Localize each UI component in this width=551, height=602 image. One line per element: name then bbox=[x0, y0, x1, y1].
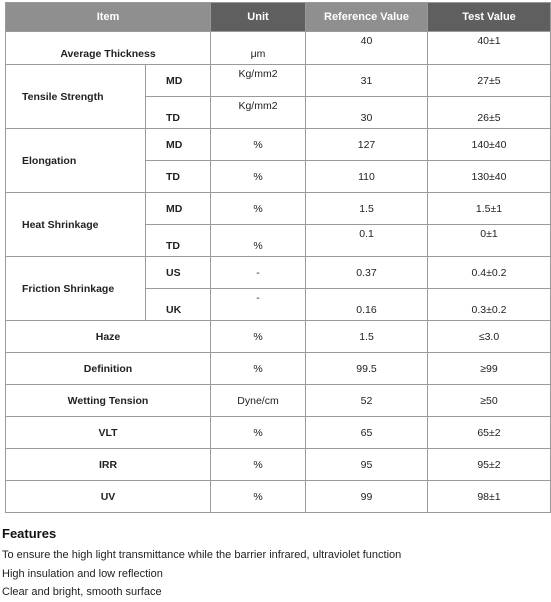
cell-reference: 0.16 bbox=[306, 289, 428, 321]
table-row bbox=[6, 257, 551, 289]
cell-unit: % bbox=[211, 321, 306, 353]
table-row bbox=[6, 32, 551, 65]
row-label-uv: UV bbox=[6, 481, 211, 513]
row-label-average-thickness: Average Thickness bbox=[6, 32, 211, 65]
sub-label-td: TD bbox=[146, 161, 211, 193]
feature-item: High insulation and low reflection bbox=[2, 567, 163, 580]
table-row bbox=[6, 129, 551, 161]
cell-test: 130±40 bbox=[428, 161, 551, 193]
cell-reference: 99.5 bbox=[306, 353, 428, 385]
table-row bbox=[6, 321, 551, 353]
header-test-value: Test Value bbox=[428, 3, 551, 32]
sub-label-md: MD bbox=[146, 193, 211, 225]
cell-test: ≤3.0 bbox=[428, 321, 551, 353]
sub-label-uk: UK bbox=[146, 289, 211, 321]
sub-label-md: MD bbox=[146, 65, 211, 97]
header-item: Item bbox=[6, 3, 211, 32]
cell-test: ≥99 bbox=[428, 353, 551, 385]
cell-test: 140±40 bbox=[428, 129, 551, 161]
table-row bbox=[6, 449, 551, 481]
cell-test: 26±5 bbox=[428, 97, 551, 129]
header-reference-value: Reference Value bbox=[306, 3, 428, 32]
table-row bbox=[6, 417, 551, 449]
sub-label-td: TD bbox=[146, 225, 211, 257]
cell-test: 65±2 bbox=[428, 417, 551, 449]
cell-reference: 1.5 bbox=[306, 193, 428, 225]
cell-reference: 0.37 bbox=[306, 257, 428, 289]
cell-unit: Dyne/cm bbox=[211, 385, 306, 417]
cell-reference: 95 bbox=[306, 449, 428, 481]
features-title: Features bbox=[2, 526, 57, 541]
cell-reference: 30 bbox=[306, 97, 428, 129]
cell-test: 27±5 bbox=[428, 65, 551, 97]
table-row bbox=[6, 193, 551, 225]
features-section bbox=[2, 526, 550, 602]
table-row bbox=[6, 353, 551, 385]
cell-reference: 127 bbox=[306, 129, 428, 161]
cell-unit: % bbox=[211, 353, 306, 385]
table-row bbox=[6, 385, 551, 417]
cell-unit: - bbox=[211, 289, 306, 321]
cell-reference: 0.1 bbox=[306, 225, 428, 257]
row-label-tensile-strength: Tensile Strength bbox=[6, 65, 146, 129]
cell-test: 95±2 bbox=[428, 449, 551, 481]
sub-label-td: TD bbox=[146, 97, 211, 129]
cell-unit: Kg/mm2 bbox=[211, 97, 306, 129]
feature-item: Clear and bright, smooth surface bbox=[2, 586, 162, 598]
cell-unit: % bbox=[211, 481, 306, 513]
cell-unit: % bbox=[211, 417, 306, 449]
cell-reference: 99 bbox=[306, 481, 428, 513]
row-label-wetting-tension: Wetting Tension bbox=[6, 385, 211, 417]
cell-test: 40±1 bbox=[428, 32, 551, 65]
row-label-definition: Definition bbox=[6, 353, 211, 385]
table-row bbox=[6, 481, 551, 513]
header-unit: Unit bbox=[211, 3, 306, 32]
specification-table bbox=[5, 2, 551, 513]
cell-reference: 1.5 bbox=[306, 321, 428, 353]
header-row bbox=[6, 3, 551, 32]
cell-reference: 65 bbox=[306, 417, 428, 449]
sub-label-us: US bbox=[146, 257, 211, 289]
row-label-haze: Haze bbox=[6, 321, 211, 353]
cell-unit: % bbox=[211, 193, 306, 225]
feature-item: To ensure the high light transmittance while the barrier infrared, ultraviolet function bbox=[2, 549, 402, 561]
cell-unit: % bbox=[211, 225, 306, 257]
cell-unit: - bbox=[211, 257, 306, 289]
cell-reference: 31 bbox=[306, 65, 428, 97]
cell-unit: Kg/mm2 bbox=[211, 65, 306, 97]
cell-test: 0.3±0.2 bbox=[428, 289, 551, 321]
row-label-vlt: VLT bbox=[6, 417, 211, 449]
cell-reference: 52 bbox=[306, 385, 428, 417]
row-label-friction-shrinkage: Friction Shrinkage bbox=[6, 257, 146, 321]
cell-test: 1.5±1 bbox=[428, 193, 551, 225]
table-row bbox=[6, 65, 551, 97]
sub-label-md: MD bbox=[146, 129, 211, 161]
row-label-heat-shrinkage: Heat Shrinkage bbox=[6, 193, 146, 257]
features-list bbox=[2, 546, 550, 602]
cell-unit: % bbox=[211, 129, 306, 161]
cell-test: 0±1 bbox=[428, 225, 551, 257]
cell-unit: % bbox=[211, 161, 306, 193]
cell-test: 98±1 bbox=[428, 481, 551, 513]
cell-unit: % bbox=[211, 449, 306, 481]
cell-test: 0.4±0.2 bbox=[428, 257, 551, 289]
row-label-irr: IRR bbox=[6, 449, 211, 481]
cell-unit: μm bbox=[211, 32, 306, 65]
cell-reference: 40 bbox=[306, 32, 428, 65]
cell-test: ≥50 bbox=[428, 385, 551, 417]
cell-reference: 110 bbox=[306, 161, 428, 193]
row-label-elongation: Elongation bbox=[6, 129, 146, 193]
